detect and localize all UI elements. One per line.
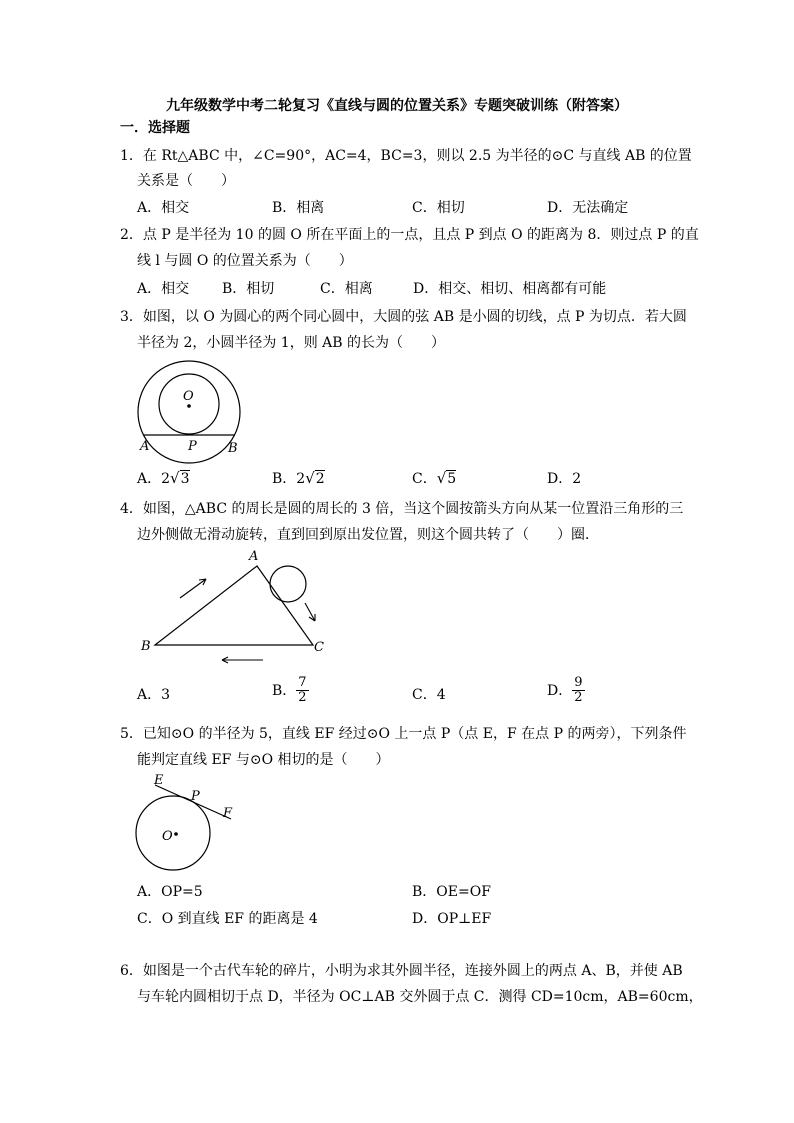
q3-option-d: D．2 [547, 471, 582, 487]
q3-label-o: O [183, 389, 194, 404]
q4-option-a: A．3 [137, 687, 171, 703]
q3-stem-line1: 3．如图，以 O 为圆心的两个同心圆中，大圆的弦 AB 是小圆的切线，点 P 为切点．若大圆 [120, 309, 687, 325]
q1-option-d: D．无法确定 [547, 200, 629, 216]
q4-label-a: A [249, 549, 259, 564]
q4-label-c: C [314, 640, 324, 655]
q2-option-a: A．相交 [137, 281, 190, 297]
q5-option-c: C．O 到直线 EF 的距离是 4 [137, 911, 318, 927]
q5-circle-o [136, 796, 210, 870]
q5-option-a: A．OP=5 [137, 884, 203, 900]
q2-stem-line2: 线 l 与圆 O 的位置关系为（ ） [137, 253, 353, 269]
q2-option-c: C．相离 [320, 281, 373, 297]
q5-stem-line2: 能判定直线 EF 与⊙O 相切的是（ ） [137, 752, 390, 768]
q4-label-b: B [141, 639, 151, 654]
q4-stem-line2: 边外侧做无滑动旋转，直到回到原出发位置，则这个圆共转了（ ）圈． [137, 527, 599, 543]
q4-option-b: B． $\frac{7}{2}$ [272, 675, 307, 705]
q5-label-f: F [223, 806, 233, 821]
q3-option-b: B．2√2 [272, 469, 325, 487]
q4-triangle-rolling-circle-figure [138, 548, 338, 673]
q4-option-d: D． $\frac{9}{2}$ [547, 675, 583, 705]
q2-option-d: D．相交、相切、相离都有可能 [413, 281, 607, 297]
q2-option-b: B．相切 [222, 281, 275, 297]
q3-small-circle [159, 374, 219, 434]
q5-center-dot [174, 832, 178, 836]
q5-tangent-line-figure [135, 770, 255, 880]
q6-stem-line2: 与车轮内圆相切于点 D，半径为 OC⊥AB 交外圆于点 C．测得 CD=10cm，AB=60cm， [137, 989, 703, 1005]
q4-stem-line1: 4．如图，△ABC 的周长是圆的周长的 3 倍，当这个圆按箭头方向从某一位置沿三角形的三 [120, 501, 684, 517]
q3-stem-line2: 半径为 2，小圆半径为 1，则 AB 的长为（ ） [137, 335, 446, 351]
q5-option-d: D．OP⊥EF [412, 911, 492, 927]
q4-option-c: C．4 [412, 687, 446, 703]
q5-label-p: P [191, 789, 200, 804]
q4-rolling-circle [270, 566, 306, 602]
q3-option-a: A．2√3 [137, 469, 190, 487]
q2-stem-line1: 2．点 P 是半径为 10 的圆 O 所在平面上的一点，且点 P 到点 O 的距离为 8．则过点 P 的直 [120, 227, 699, 243]
q3-label-p: P [188, 439, 197, 454]
page-title: 九年级数学中考二轮复习《直线与圆的位置关系》专题突破训练（附答案） [166, 98, 628, 114]
q1-option-a: A．相交 [137, 200, 190, 216]
q1-option-b: B．相离 [272, 200, 325, 216]
q1-stem-line2: 关系是（ ） [137, 173, 235, 189]
q4-arrow-up [180, 579, 206, 598]
q1-option-c: C．相切 [412, 200, 465, 216]
q5-label-e: E [154, 773, 164, 788]
q3-label-b: B [228, 441, 238, 456]
q3-concentric-circles-figure [130, 362, 250, 462]
q3-option-c: C．√5 [412, 469, 457, 487]
q5-stem-line1: 5．已知⊙O 的半径为 5，直线 EF 经过⊙O 上一点 P（点 E，F 在点 P 的两旁），下列条件 [120, 726, 687, 742]
q4-triangle-abc [155, 566, 313, 645]
q6-stem-line1: 6．如图是一个古代车轮的碎片，小明为求其外圆半径，连接外圆上的两点 A、B，并使 AB [120, 963, 683, 979]
q3-label-a: A [140, 439, 150, 454]
section-heading: 一．选择题 [120, 120, 190, 136]
q1-stem-line1: 1．在 Rt△ABC 中，∠C=90°，AC=4，BC=3，则以 2.5 为半径的⊙C 与直线 AB 的位置 [120, 148, 692, 164]
q5-label-o: O [162, 829, 173, 844]
q5-option-b: B．OE=OF [412, 884, 491, 900]
q3-center-dot [187, 404, 191, 408]
